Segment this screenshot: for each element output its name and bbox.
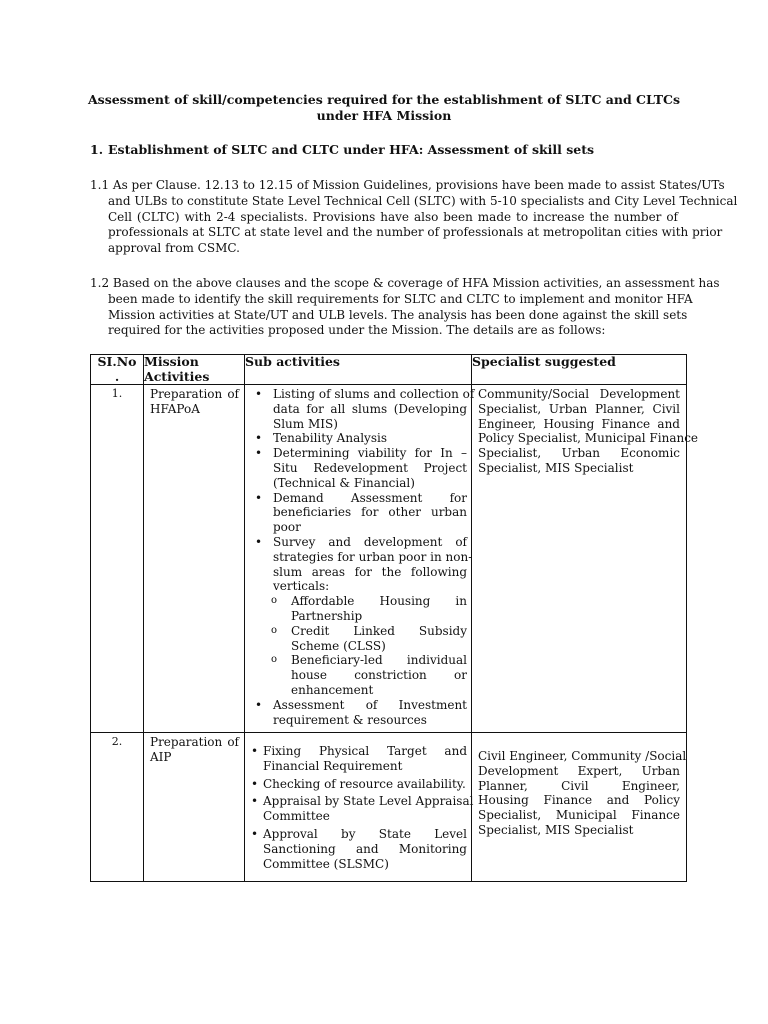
header-specialist-suggested: Specialist suggested bbox=[472, 355, 687, 385]
document-title-line-2: under HFA Mission bbox=[316, 108, 452, 123]
specialist-line: Civil Engineer, Community /Social bbox=[478, 749, 687, 763]
skills-table bbox=[90, 354, 699, 882]
paragraph-line: Mission activities at State/UT and ULB levels. The analysis has been done against the skill sets bbox=[108, 307, 688, 322]
list-item-line: Partnership bbox=[291, 608, 363, 623]
bullet-icon: • bbox=[255, 431, 263, 446]
bullet-icon: • bbox=[255, 490, 263, 505]
specialist-line: Specialist, Urban Planner, Civil bbox=[478, 401, 680, 416]
bullet-icon: • bbox=[255, 697, 263, 712]
list-item-line: Scheme (CLSS) bbox=[291, 638, 386, 653]
sub-list-item bbox=[251, 653, 467, 697]
header-mission-text: Mission bbox=[144, 354, 199, 369]
section-number: 1. bbox=[90, 142, 104, 157]
list-item-line: Checking of resource availability. bbox=[263, 776, 466, 791]
paragraph-line: required for the activities proposed under the Mission. The details are as follows: bbox=[108, 323, 606, 338]
list-item-line: Beneficiary-led individual bbox=[291, 653, 467, 668]
circle-bullet-icon: o bbox=[271, 624, 278, 636]
list-item-line: Situ Redevelopment Project bbox=[273, 460, 467, 475]
list-item-line: data for all slums (Developing bbox=[273, 401, 467, 416]
sub-activities-cell bbox=[245, 385, 475, 733]
specialist-line: Engineer, Housing Finance and bbox=[478, 416, 680, 431]
sl-no-cell: 2. bbox=[91, 733, 144, 882]
paragraph-line: professionals at SLTC at state level and the number of professionals at metropolitan cities with prior bbox=[108, 225, 723, 240]
list-item-line: Assessment of Investment bbox=[273, 697, 467, 712]
paragraph-line: approval from CSMC. bbox=[108, 241, 240, 256]
list-item-line: Demand Assessment for bbox=[273, 490, 467, 505]
paragraph-line: Cell (CLTC) with 2-4 specialists. Provisions have also been made to increase the number of bbox=[108, 209, 678, 224]
sub-list-item bbox=[251, 624, 467, 654]
bullet-icon: • bbox=[255, 446, 263, 461]
list-item-line: poor bbox=[273, 520, 301, 535]
section-heading-text: Establishment of SLTC and CLTC under HFA: Assessment of skill sets bbox=[108, 142, 595, 157]
bullet-icon: • bbox=[251, 794, 259, 809]
paragraph-line: been made to identify the skill requirements for SLTC and CLTC to implement and monitor HFA bbox=[108, 291, 693, 306]
list-item-line: Committee bbox=[263, 809, 330, 824]
specialist-line: Specialist, Urban Economic bbox=[478, 446, 680, 461]
mission-line: HFAPoA bbox=[150, 401, 200, 416]
list-item-line: Committee (SLSMC) bbox=[263, 856, 389, 871]
list-item bbox=[251, 534, 473, 594]
mission-activity-cell bbox=[144, 733, 245, 882]
mission-line: Preparation of bbox=[150, 735, 239, 749]
header-sl-no-text: SI.No bbox=[97, 354, 137, 369]
specialist-line: Policy Specialist, Municipal Finance bbox=[478, 431, 699, 446]
specialist-line: Development Expert, Urban bbox=[478, 763, 680, 778]
mission-line: AIP bbox=[150, 749, 172, 764]
header-sl-no-text-2: . bbox=[114, 368, 120, 384]
specialist-line: Housing Finance and Policy bbox=[478, 793, 680, 808]
list-item-line: enhancement bbox=[291, 682, 374, 697]
sub-list-item bbox=[251, 594, 467, 624]
paragraph-line: and ULBs to constitute State Level Technical Cell (SLTC) with 5-10 specialists and City Level Technical bbox=[108, 193, 738, 208]
list-item-line: Affordable Housing in bbox=[291, 594, 467, 609]
document-title-line-1: Assessment of skill/competencies required for the establishment of SLTC and CLTCs bbox=[87, 92, 681, 107]
table-row bbox=[91, 385, 687, 733]
header-sub-activities: Sub activities bbox=[245, 355, 472, 385]
list-item-line: Tenability Analysis bbox=[273, 431, 387, 446]
list-item bbox=[251, 431, 467, 446]
list-item bbox=[251, 387, 475, 431]
specialist-line: Specialist, MIS Specialist bbox=[478, 460, 634, 475]
list-item bbox=[251, 794, 474, 824]
list-item bbox=[251, 698, 467, 728]
paragraph-1-2 bbox=[90, 276, 720, 339]
bullet-icon: • bbox=[255, 387, 263, 401]
list-item-line: house constriction or bbox=[291, 668, 467, 683]
list-item bbox=[251, 827, 467, 871]
bullet-icon: • bbox=[251, 776, 259, 791]
list-item-line: requirement & resources bbox=[273, 712, 427, 727]
list-item-line: strategies for urban poor in non- bbox=[273, 549, 473, 564]
bullet-icon: • bbox=[255, 534, 263, 549]
mission-activity-cell bbox=[144, 385, 245, 733]
circle-bullet-icon: o bbox=[271, 654, 278, 666]
list-item-line: Slum MIS) bbox=[273, 416, 338, 431]
list-item-line: (Technical & Financial) bbox=[273, 475, 415, 490]
header-mission-text-2: Activities bbox=[144, 368, 210, 384]
list-item-line: verticals: bbox=[273, 579, 330, 594]
list-item-line: Appraisal by State Level Appraisal bbox=[263, 794, 474, 809]
list-item-line: Sanctioning and Monitoring bbox=[263, 841, 467, 856]
list-item-line: Approval by State Level bbox=[263, 826, 467, 841]
list-item bbox=[251, 744, 467, 774]
section-heading bbox=[90, 142, 594, 158]
list-item-line: slum areas for the following bbox=[273, 564, 467, 579]
table-header-row bbox=[91, 355, 687, 385]
list-item bbox=[251, 777, 467, 792]
specialist-line: Planner, Civil Engineer, bbox=[478, 778, 680, 793]
specialist-line: Specialist, MIS Specialist bbox=[478, 822, 634, 837]
list-item bbox=[251, 446, 467, 490]
paragraph-line: 1.2 Based on the above clauses and the scope & coverage of HFA Mission activities, an assessment has bbox=[90, 276, 720, 290]
mission-line: Preparation of bbox=[150, 387, 239, 401]
specialist-line: Specialist, Municipal Finance bbox=[478, 808, 680, 823]
specialist-cell bbox=[472, 385, 699, 733]
header-mission-activities bbox=[144, 355, 245, 385]
list-item-line: Financial Requirement bbox=[263, 758, 403, 773]
list-item-line: beneficiaries for other urban bbox=[273, 505, 467, 520]
specialist-line: Community/Social Development bbox=[478, 387, 680, 401]
list-item-line: Listing of slums and collection of bbox=[273, 387, 475, 401]
table-row bbox=[91, 733, 687, 882]
header-sl-no bbox=[91, 355, 144, 385]
bullet-icon: • bbox=[251, 744, 259, 758]
list-item-line: Credit Linked Subsidy bbox=[291, 623, 467, 638]
list-item-line: Fixing Physical Target and bbox=[263, 744, 467, 758]
sl-no-cell: 1. bbox=[91, 385, 144, 733]
paragraph-line: 1.1 As per Clause. 12.13 to 12.15 of Mission Guidelines, provisions have been made to assist States/UTs bbox=[90, 178, 725, 192]
sub-activities-cell bbox=[245, 733, 472, 882]
list-item-line: Determining viability for In – bbox=[273, 446, 467, 461]
bullet-icon: • bbox=[251, 826, 259, 841]
list-item-line: Survey and development of bbox=[273, 534, 467, 549]
circle-bullet-icon: o bbox=[271, 595, 278, 607]
paragraph-1-1 bbox=[90, 178, 738, 257]
list-item bbox=[251, 491, 467, 535]
specialist-cell bbox=[472, 733, 687, 882]
